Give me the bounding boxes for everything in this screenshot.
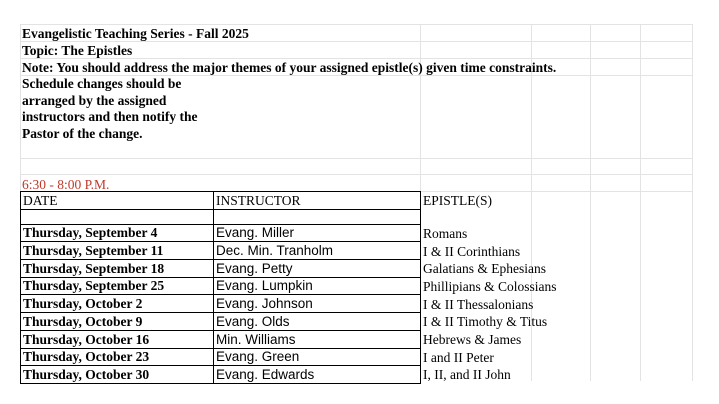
- cell-date: Thursday, October 9: [21, 313, 214, 331]
- table-header-row: [21, 192, 692, 210]
- table-row: [21, 277, 692, 295]
- blank-row: [21, 209, 692, 224]
- cell-instructor: Evang. Petty: [214, 260, 421, 278]
- cell-epistle: Galatians & Ephesians: [421, 260, 692, 278]
- schedule-rows: [21, 224, 692, 383]
- cell-instructor: Evang. Green: [214, 348, 421, 366]
- cell-instructor: Evang. Olds: [214, 313, 421, 331]
- cell-date: Thursday, September 25: [21, 277, 214, 295]
- cell-instructor: Min. Williams: [214, 330, 421, 348]
- gridline: [692, 24, 693, 381]
- cell-epistle: Hebrews & James: [421, 330, 692, 348]
- table-row: [21, 330, 692, 348]
- cell-instructor: Evang. Johnson: [214, 295, 421, 313]
- table-row: [21, 224, 692, 242]
- cell-epistle: I & II Thessalonians: [421, 295, 692, 313]
- cell-epistle: Phillipians & Colossians: [421, 277, 692, 295]
- cell-date: Thursday, September 11: [21, 242, 214, 260]
- table-row: [21, 366, 692, 384]
- topic-line: Topic: The Epistles: [22, 43, 133, 58]
- table-row: [21, 313, 692, 331]
- cell-instructor: Dec. Min. Tranholm: [214, 242, 421, 260]
- blank-cell: [21, 209, 214, 224]
- cell-epistle: Romans: [421, 224, 692, 242]
- cell-epistle: I & II Corinthians: [421, 242, 692, 260]
- cell-epistle: I, II, and II John: [421, 366, 692, 384]
- gridline: [20, 58, 692, 59]
- table-row: [21, 295, 692, 313]
- schedule-table: [20, 191, 691, 384]
- cell-date: Thursday, October 23: [21, 348, 214, 366]
- column-header-date: DATE: [21, 192, 214, 210]
- session-time: 6:30 - 8:00 P.M.: [22, 177, 110, 192]
- cell-epistle: I & II Timothy & Titus: [421, 313, 692, 331]
- blank-cell: [214, 209, 421, 224]
- blank-cell: [421, 209, 692, 224]
- page-title: Evangelistic Teaching Series - Fall 2025: [22, 26, 249, 41]
- cell-date: Thursday, October 30: [21, 366, 214, 384]
- cell-instructor: Evang. Lumpkin: [214, 277, 421, 295]
- schedule-change-note: Schedule changes should be arranged by the assigned instructors and then notify the Pastor of the change.: [22, 76, 198, 141]
- gridline: [20, 158, 692, 159]
- table-row: [21, 260, 692, 278]
- note-line: Note: You should address the major themes of your assigned epistle(s) given time constraints.: [22, 60, 557, 75]
- cell-instructor: Evang. Miller: [214, 224, 421, 242]
- table-row: [21, 348, 692, 366]
- cell-instructor: Evang. Edwards: [214, 366, 421, 384]
- cell-date: Thursday, September 4: [21, 224, 214, 242]
- gridline: [20, 174, 692, 175]
- gridline: [20, 41, 692, 42]
- column-header-epistles: EPISTLE(S): [421, 192, 692, 210]
- gridline: [20, 24, 692, 25]
- cell-date: Thursday, October 2: [21, 295, 214, 313]
- table-row: [21, 242, 692, 260]
- cell-epistle: I and II Peter: [421, 348, 692, 366]
- cell-date: Thursday, October 16: [21, 330, 214, 348]
- cell-date: Thursday, September 18: [21, 260, 214, 278]
- column-header-instructor: INSTRUCTOR: [214, 192, 421, 210]
